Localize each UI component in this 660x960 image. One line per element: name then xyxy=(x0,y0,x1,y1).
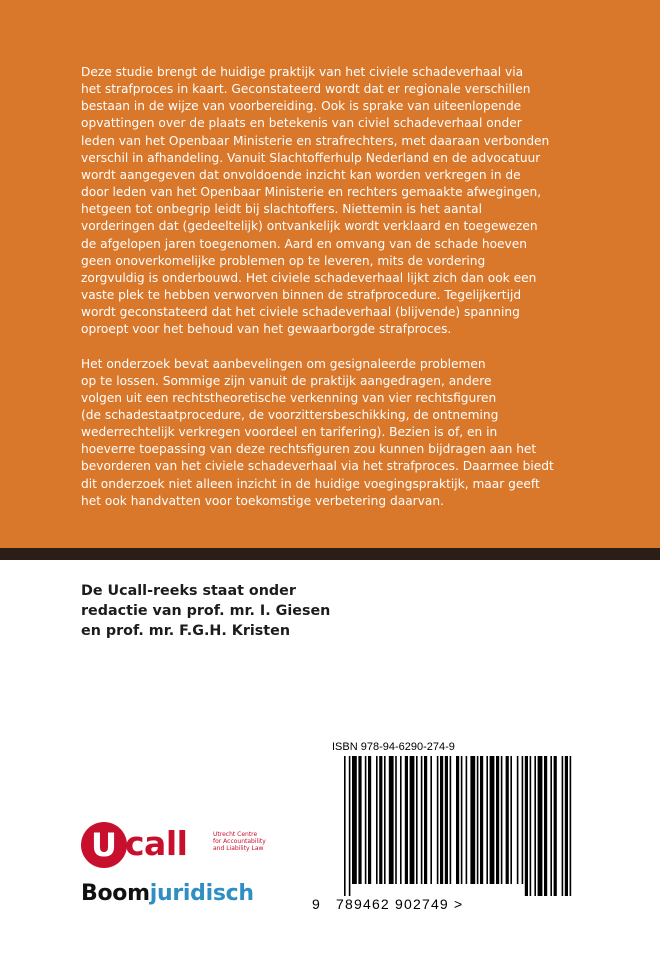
ucall-tagline-line: for Accountability xyxy=(213,838,266,845)
editors-line: en prof. mr. F.G.H. Kristen xyxy=(81,623,291,639)
blurb-line: het ook handvatten voor toekomstige verbetering daarvan. xyxy=(81,493,444,508)
barcode-bar xyxy=(456,756,459,884)
barcode-bar xyxy=(405,756,408,884)
editors-line: redactie van prof. mr. I. Giesen xyxy=(81,603,331,619)
blurb-line: door leden van het Openbaar Ministerie en rechters gemaakte afwegingen, xyxy=(81,185,542,200)
blurb-line: hoeverre toepassing van deze rechtsfiguren zou kunnen bijdragen aan het xyxy=(81,442,537,457)
barcode-bar xyxy=(544,756,547,896)
blurb-line: hetgeen tot onbegrip leidt bij slachtoffers. Niettemin is het aantal xyxy=(81,202,482,217)
barcode-bar xyxy=(506,756,509,884)
blurb-line: leden van het Openbaar Ministerie en strafrechters, met daaraan verbonden xyxy=(81,133,550,148)
blurb-line: volgen uit een rechtstheoretische verkenning van vier rechtsfiguren xyxy=(81,390,497,405)
barcode-bar xyxy=(461,756,463,884)
blurb-paragraph-2 xyxy=(81,356,611,510)
divider-band xyxy=(0,548,660,560)
barcode-bar xyxy=(466,756,468,884)
barcode-bar xyxy=(450,756,452,884)
publisher-name-boom: Boom xyxy=(81,881,150,906)
barcode-bar xyxy=(480,756,483,884)
barcode-bar xyxy=(501,756,503,884)
barcode-bar xyxy=(522,756,524,884)
blurb-line: bestaan in de wijze van voorbereiding. Ook is sprake van uiteenlopende xyxy=(81,99,522,114)
barcode-bar xyxy=(525,756,528,896)
barcode-bar xyxy=(496,756,499,884)
barcode-bar xyxy=(490,756,495,884)
blurb-line: vaste plek te hebben verworven binnen de strafprocedure. Tegelijkertijd xyxy=(81,288,522,303)
ucall-u-icon: U xyxy=(81,822,127,868)
barcode-bar xyxy=(550,756,552,896)
barcode-bar xyxy=(349,756,351,896)
barcode-bar xyxy=(400,756,402,884)
blurb-line: Het onderzoek bevat aanbevelingen om gesignaleerde problemen xyxy=(81,356,486,371)
barcode-bar xyxy=(570,756,572,896)
barcode-bar xyxy=(538,756,543,896)
barcode-digits: 789462 902749 > xyxy=(336,896,464,912)
blurb-line: verschil in afhandeling. Vanuit Slachtofferhulp Nederland en de advocatuur xyxy=(81,150,541,165)
blurb-line: bevorderen van het civiele schadeverhaal via het strafproces. Daarmee biedt xyxy=(81,459,554,474)
publisher-logo xyxy=(81,880,254,908)
barcode-bar xyxy=(470,756,475,884)
barcode-bar xyxy=(416,756,418,884)
blurb-line: wordt geconstateerd dat het civiele schadeverhaal (blijvende) spanning xyxy=(81,305,520,320)
blurb-line: geen onoverkomelijke problemen op te leveren, mits de vordering xyxy=(81,253,486,268)
barcode-bar xyxy=(421,756,423,884)
isbn-label: ISBN 978-94-6290-274-9 xyxy=(332,741,455,753)
blurb-line: wordt aangegeven dat onvoldoende inzicht kan worden verkregen in de xyxy=(81,167,521,182)
barcode-bar xyxy=(368,756,371,884)
barcode-bar xyxy=(445,756,448,884)
blurb-paragraph-1 xyxy=(81,64,611,339)
barcode-bar xyxy=(534,756,536,896)
barcode-bar xyxy=(358,756,361,884)
series-editors-note xyxy=(81,581,481,641)
barcode-bar xyxy=(352,756,357,884)
barcode-bar xyxy=(424,756,427,884)
barcode-bar xyxy=(379,756,382,884)
blurb-line: opvattingen over de plaats en betekenis van civiel schadeverhaal onder xyxy=(81,116,522,131)
blurb-line: dit onderzoek niet alleen inzicht in de huidige voegingspraktijk, maar geeft xyxy=(81,476,540,491)
blurb-line: oproept voor het behoud van het gewaarborgde strafproces. xyxy=(81,322,452,337)
ucall-logo xyxy=(81,822,281,872)
ucall-wordmark: call xyxy=(125,824,188,863)
barcode-bar xyxy=(530,756,532,896)
barcode-bar xyxy=(440,756,443,884)
blurb-line: wederrechtelijk verkregen voordeel en tarifering). Bezien is of, en in xyxy=(81,425,498,440)
blurb-line: (de schadestaatprocedure, de voorzittersbeschikking, de ontneming xyxy=(81,407,499,422)
barcode-bar xyxy=(510,756,512,884)
barcode-bar xyxy=(344,756,346,896)
barcode-bar xyxy=(486,756,488,884)
ucall-tagline xyxy=(213,831,293,852)
ucall-tagline-line: and Liability Law xyxy=(213,845,264,852)
barcode-bar xyxy=(565,756,568,896)
blurb-line: Deze studie brengt de huidige praktijk van het civiele schadeverhaal via xyxy=(81,65,524,79)
blurb-line: vorderingen dat (gedeeltelijk) ontvankelijk wordt verklaard en toegewezen xyxy=(81,219,538,234)
blurb-line: zorgvuldig is onderbouwd. Het civiele schadeverhaal lijkt zich dan ook een xyxy=(81,270,537,285)
barcode-bar xyxy=(376,756,378,884)
ucall-tagline-line: Utrecht Centre xyxy=(213,831,258,838)
barcode-bar xyxy=(554,756,557,896)
barcode-bar xyxy=(430,756,432,884)
barcode-lead-digit: 9 xyxy=(312,896,321,912)
blurb-line: op te lossen. Sommige zijn vanuit de praktijk aangedragen, andere xyxy=(81,373,492,388)
publisher-name-juridisch: juridisch xyxy=(149,881,254,906)
barcode-icon xyxy=(330,756,590,896)
barcode-bar xyxy=(477,756,479,884)
blurb-line: het strafproces in kaart. Geconstateerd wordt dat er regionale verschillen xyxy=(81,82,531,97)
barcode-bar xyxy=(517,756,519,884)
barcode-bar xyxy=(389,756,394,884)
barcode-bar xyxy=(395,756,397,884)
barcode-bar xyxy=(365,756,367,884)
barcode-bar xyxy=(384,756,386,884)
barcode-bar xyxy=(562,756,564,896)
blurb-line: de afgelopen jaren toegenomen. Aard en omvang van de schade hoeven xyxy=(81,236,527,251)
cover-blurb xyxy=(81,64,611,527)
editors-line: De Ucall-reeks staat onder xyxy=(81,583,296,599)
barcode-bar xyxy=(437,756,439,884)
barcode-bar xyxy=(410,756,415,884)
